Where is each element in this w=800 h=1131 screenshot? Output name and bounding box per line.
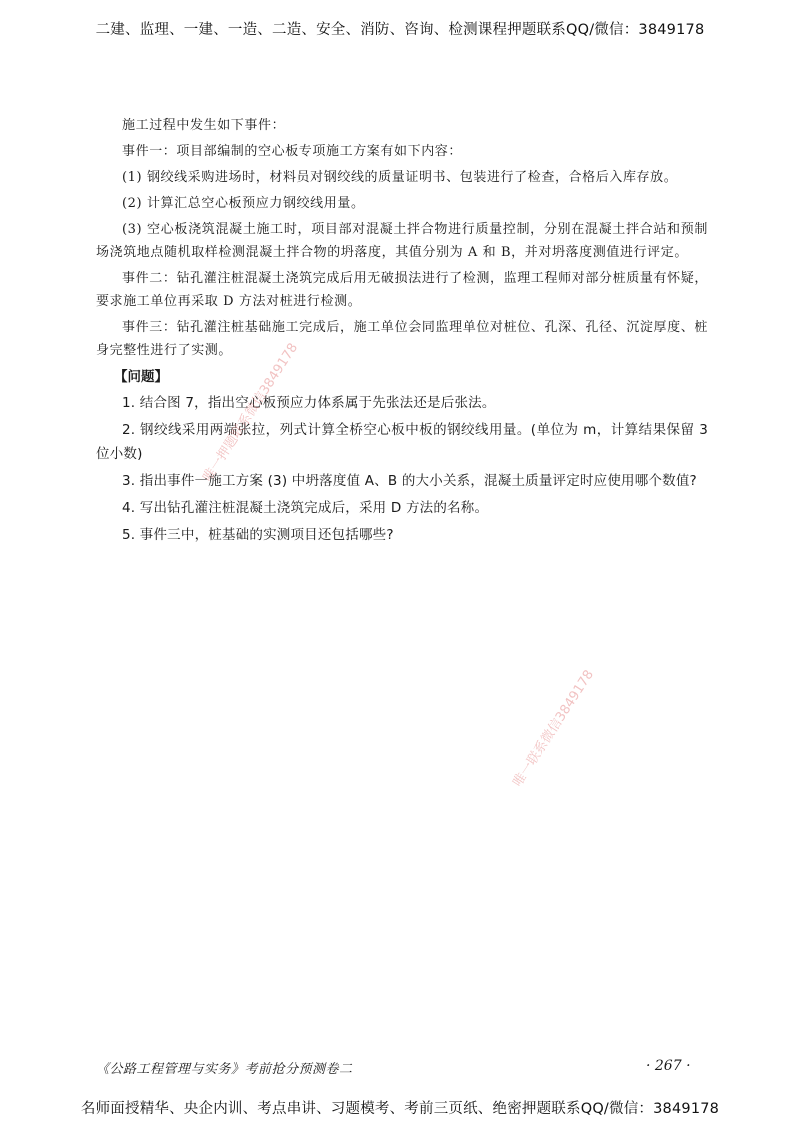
top-contact-banner: 二建、监理、一建、一造、二造、安全、消防、咨询、检测课程押题联系QQ/微信：3849178 <box>95 22 705 38</box>
document-body <box>96 114 708 550</box>
question-5: 5. 事件三中，桩基础的实测项目还包括哪些? <box>122 527 394 543</box>
event2-paragraph: 事件二：钻孔灌注桩混凝土浇筑完成后用无破损法进行了检测，监理工程师对部分桩质量有怀疑，要求施工单位再采取 D 方法对桩进行检测。 <box>96 271 708 309</box>
question-4: 4. 写出钻孔灌注桩混凝土浇筑完成后，采用 D 方法的名称。 <box>122 500 489 516</box>
question-1: 1. 结合图 7，指出空心板预应力体系属于先张法还是后张法。 <box>122 395 496 411</box>
event1-item-1: (1) 钢绞线采购进场时，材料员对钢绞线的质量证明书、包装进行了检查，合格后入库存放。 <box>122 170 678 185</box>
events-intro: 施工过程中发生如下事件： <box>122 118 286 133</box>
questions-heading: 【问题】 <box>114 369 168 385</box>
watermark-1: 唯一押题联系微信3849178 <box>200 340 302 485</box>
question-2: 2. 钢绞线采用两端张拉，列式计算全桥空心板中板的钢绞线用量。(单位为 m，计算结果保留 3 位小数) <box>96 422 708 462</box>
event3-paragraph: 事件三：钻孔灌注桩基础施工完成后，施工单位会同监理单位对桩位、孔深、孔径、沉淀厚度、桩身完整性进行了实测。 <box>96 320 708 358</box>
watermark-2: 唯一联系微信3849178 <box>510 667 597 790</box>
event1-item-2: (2) 计算汇总空心板预应力钢绞线用量。 <box>122 196 365 211</box>
bottom-contact-banner: 名师面授精华、央企内训、考点串讲、习题模考、考前三页纸、绝密押题联系QQ/微信：3849178 <box>80 1101 720 1117</box>
footer-book-title: 《公路工程管理与实务》考前抢分预测卷二 <box>96 1062 353 1077</box>
event1-item-3: (3) 空心板浇筑混凝土施工时，项目部对混凝土拌合物进行质量控制，分别在混凝土拌合站和预制场浇筑地点随机取样检测混凝土拌合物的坍落度，其值分别为 A 和 B，并对坍落度测值进行评定。 <box>96 222 708 260</box>
event1-title: 事件一：项目部编制的空心板专项施工方案有如下内容： <box>122 144 463 159</box>
page-number: · 267 · <box>646 1058 691 1074</box>
question-3: 3. 指出事件一施工方案 (3) 中坍落度值 A、B 的大小关系，混凝土质量评定时应使用哪个数值? <box>122 473 697 489</box>
